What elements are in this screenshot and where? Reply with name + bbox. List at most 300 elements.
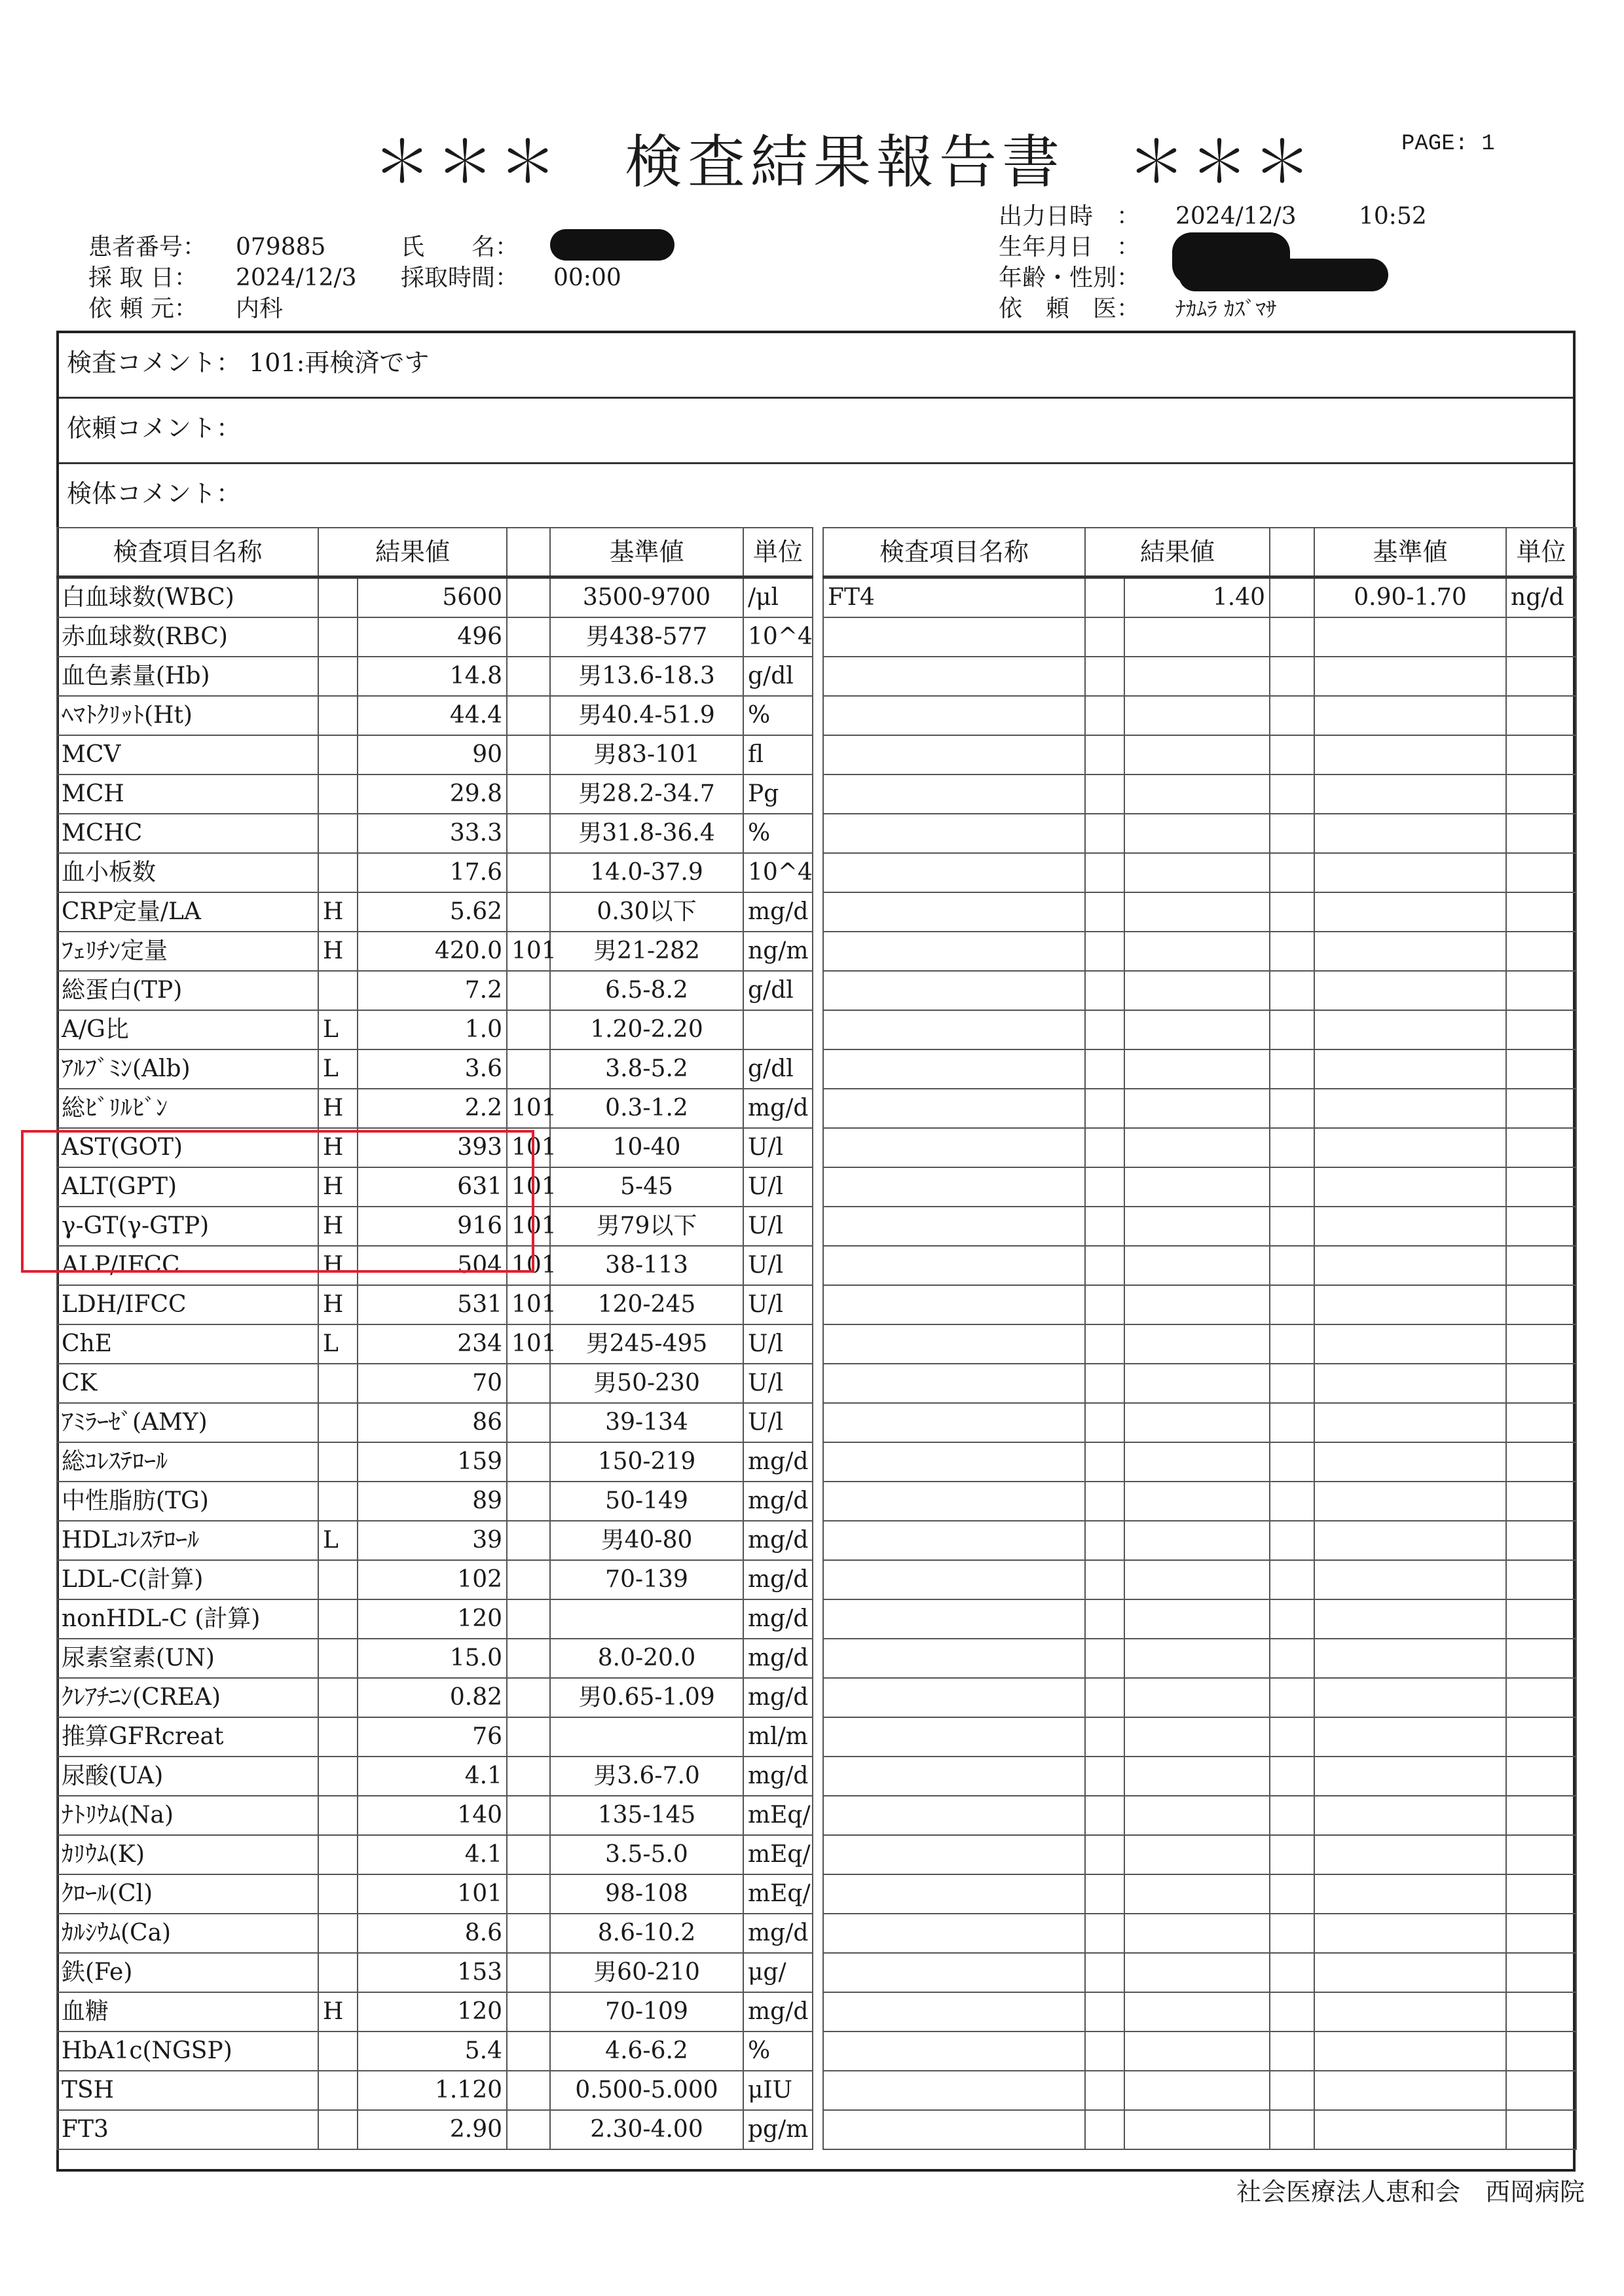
cell-flag: H bbox=[318, 1167, 358, 1207]
cell-unit: mg/d bbox=[743, 1560, 813, 1599]
cell-name: 白血球数(WBC) bbox=[57, 577, 318, 618]
empty-row bbox=[823, 2032, 1576, 2071]
cell-code bbox=[507, 1717, 550, 1757]
cell-value: 120 bbox=[358, 1992, 507, 2032]
cell-ref bbox=[1314, 657, 1506, 696]
cell-code bbox=[1270, 1796, 1314, 1835]
cell-ref: 男3.6-7.0 bbox=[550, 1757, 743, 1796]
output-date: 2024/12/3 bbox=[1175, 203, 1297, 230]
empty-row bbox=[823, 657, 1576, 696]
cell-name bbox=[823, 1953, 1085, 1992]
table-row bbox=[57, 1874, 813, 1914]
empty-row bbox=[823, 971, 1576, 1010]
cell-code bbox=[1270, 932, 1314, 971]
table-row bbox=[57, 1678, 813, 1717]
cell-unit bbox=[1506, 814, 1576, 853]
cell-unit bbox=[1506, 1246, 1576, 1285]
cell-ref: 男21-282 bbox=[550, 932, 743, 971]
table-row bbox=[57, 2032, 813, 2071]
cell-ref bbox=[1314, 1482, 1506, 1521]
cell-name bbox=[823, 1403, 1085, 1442]
table-row bbox=[57, 774, 813, 814]
cell-unit bbox=[1506, 1167, 1576, 1207]
cell-name: FT3 bbox=[57, 2110, 318, 2149]
cell-unit bbox=[1506, 932, 1576, 971]
cell-flag bbox=[1085, 1914, 1124, 1953]
cell-value: 14.8 bbox=[358, 657, 507, 696]
output-time: 10:52 bbox=[1359, 203, 1427, 230]
cell-value bbox=[1124, 814, 1270, 853]
cell-ref: 男40-80 bbox=[550, 1521, 743, 1560]
cell-name bbox=[823, 814, 1085, 853]
cell-unit bbox=[1506, 1285, 1576, 1324]
empty-row bbox=[823, 1049, 1576, 1089]
cell-ref: 10-40 bbox=[550, 1128, 743, 1167]
cell-value: 86 bbox=[358, 1403, 507, 1442]
cell-ref: 50-149 bbox=[550, 1482, 743, 1521]
cell-flag bbox=[1085, 1953, 1124, 1992]
cell-flag bbox=[318, 735, 358, 774]
cell-code bbox=[507, 1992, 550, 2032]
cell-ref: 3.5-5.0 bbox=[550, 1835, 743, 1874]
cell-unit: 10^4 bbox=[743, 617, 813, 657]
cell-name bbox=[823, 657, 1085, 696]
cell-unit bbox=[1506, 1521, 1576, 1560]
table-row bbox=[57, 1482, 813, 1521]
cell-flag bbox=[1085, 1324, 1124, 1364]
cell-ref bbox=[1314, 2032, 1506, 2071]
cell-code bbox=[1270, 1167, 1314, 1207]
empty-row bbox=[823, 1207, 1576, 1246]
cell-flag bbox=[318, 1364, 358, 1403]
cell-value bbox=[1124, 1324, 1270, 1364]
cell-flag bbox=[318, 577, 358, 618]
cell-code bbox=[1270, 853, 1314, 892]
cell-value bbox=[1124, 892, 1270, 932]
cell-flag: L bbox=[318, 1010, 358, 1049]
col-header-name: 検査項目名称 bbox=[823, 528, 1085, 577]
cell-name bbox=[823, 932, 1085, 971]
cell-name: ﾍﾏﾄｸﾘｯﾄ(Ht) bbox=[57, 696, 318, 735]
cell-unit bbox=[1506, 1992, 1576, 2032]
cell-unit: % bbox=[743, 2032, 813, 2071]
cell-unit bbox=[1506, 1953, 1576, 1992]
table-row bbox=[57, 1639, 813, 1678]
cell-value: 159 bbox=[358, 1442, 507, 1482]
cell-name bbox=[823, 735, 1085, 774]
cell-name bbox=[823, 1796, 1085, 1835]
empty-row bbox=[823, 1599, 1576, 1639]
table-row bbox=[57, 892, 813, 932]
cell-code bbox=[1270, 1285, 1314, 1324]
cell-value bbox=[1124, 1442, 1270, 1482]
cell-code: 101 bbox=[507, 1324, 550, 1364]
table-row bbox=[57, 1324, 813, 1364]
empty-row bbox=[823, 1442, 1576, 1482]
cell-unit: mg/d bbox=[743, 1599, 813, 1639]
cell-flag bbox=[1085, 1874, 1124, 1914]
cell-value bbox=[1124, 657, 1270, 696]
cell-name bbox=[823, 1992, 1085, 2032]
cell-code bbox=[507, 2110, 550, 2149]
cell-ref bbox=[1314, 971, 1506, 1010]
cell-flag bbox=[1085, 1717, 1124, 1757]
cell-name bbox=[823, 1560, 1085, 1599]
cell-flag bbox=[1085, 657, 1124, 696]
cell-code bbox=[1270, 657, 1314, 696]
cell-unit: ng/d bbox=[1506, 577, 1576, 618]
cell-flag bbox=[1085, 617, 1124, 657]
cell-unit bbox=[1506, 1128, 1576, 1167]
cell-value: 8.6 bbox=[358, 1914, 507, 1953]
cell-ref: 男28.2-34.7 bbox=[550, 774, 743, 814]
cell-name: ｶﾙｼｳﾑ(Ca) bbox=[57, 1914, 318, 1953]
cell-flag bbox=[1085, 1089, 1124, 1128]
cell-code bbox=[507, 2032, 550, 2071]
table-row bbox=[57, 1010, 813, 1049]
cell-value: 29.8 bbox=[358, 774, 507, 814]
cell-code bbox=[1270, 892, 1314, 932]
cell-flag bbox=[318, 1482, 358, 1521]
empty-row bbox=[823, 1521, 1576, 1560]
cell-unit: mg/d bbox=[743, 1639, 813, 1678]
empty-row bbox=[823, 617, 1576, 657]
cell-value bbox=[1124, 1089, 1270, 1128]
cell-unit bbox=[1506, 1442, 1576, 1482]
cell-unit: ng/m bbox=[743, 932, 813, 971]
cell-name bbox=[823, 971, 1085, 1010]
cell-flag bbox=[1085, 1835, 1124, 1874]
cell-code bbox=[507, 1364, 550, 1403]
cell-flag bbox=[1085, 853, 1124, 892]
cell-unit: fl bbox=[743, 735, 813, 774]
cell-name: 鉄(Fe) bbox=[57, 1953, 318, 1992]
cell-unit: U/l bbox=[743, 1128, 813, 1167]
cell-flag: H bbox=[318, 1285, 358, 1324]
cell-value bbox=[1124, 1049, 1270, 1089]
cell-name: A/G比 bbox=[57, 1010, 318, 1049]
cell-unit bbox=[1506, 1324, 1576, 1364]
cell-value: 17.6 bbox=[358, 853, 507, 892]
cell-value bbox=[1124, 1953, 1270, 1992]
cell-flag bbox=[318, 657, 358, 696]
table-row bbox=[57, 1521, 813, 1560]
cell-name: 総ﾋﾞﾘﾙﾋﾞﾝ bbox=[57, 1089, 318, 1128]
cell-flag bbox=[318, 1757, 358, 1796]
cell-name: MCV bbox=[57, 735, 318, 774]
empty-row bbox=[823, 932, 1576, 971]
cell-code bbox=[507, 1560, 550, 1599]
cell-name bbox=[823, 1914, 1085, 1953]
cell-unit bbox=[1506, 735, 1576, 774]
cell-code bbox=[1270, 1442, 1314, 1482]
cell-name: nonHDL-C (計算) bbox=[57, 1599, 318, 1639]
cell-value: 120 bbox=[358, 1599, 507, 1639]
cell-name bbox=[823, 1717, 1085, 1757]
cell-flag bbox=[1085, 1639, 1124, 1678]
cell-name: HbA1c(NGSP) bbox=[57, 2032, 318, 2071]
table-row bbox=[57, 2071, 813, 2110]
cell-value bbox=[1124, 1560, 1270, 1599]
cell-ref bbox=[1314, 1717, 1506, 1757]
cell-unit: mg/d bbox=[743, 1521, 813, 1560]
cell-code bbox=[507, 1639, 550, 1678]
cell-value: 2.2 bbox=[358, 1089, 507, 1128]
collect-date: 2024/12/3 bbox=[236, 264, 357, 291]
col-header-code bbox=[507, 528, 550, 577]
cell-unit: Pg bbox=[743, 774, 813, 814]
cell-code bbox=[1270, 1403, 1314, 1442]
col-header-ref: 基準値 bbox=[1314, 528, 1506, 577]
cell-flag: L bbox=[318, 1521, 358, 1560]
cell-ref: 98-108 bbox=[550, 1874, 743, 1914]
cell-value bbox=[1124, 1246, 1270, 1285]
cell-ref bbox=[1314, 1521, 1506, 1560]
cell-value bbox=[1124, 1599, 1270, 1639]
cell-flag bbox=[1085, 1521, 1124, 1560]
cell-code bbox=[1270, 1717, 1314, 1757]
cell-ref bbox=[1314, 1403, 1506, 1442]
cell-ref: 男83-101 bbox=[550, 735, 743, 774]
cell-code bbox=[507, 2071, 550, 2110]
cell-value bbox=[1124, 1364, 1270, 1403]
cell-flag bbox=[1085, 1560, 1124, 1599]
cell-flag bbox=[1085, 892, 1124, 932]
hospital-name: 社会医療法人恵和会 西岡病院 bbox=[1236, 2178, 1585, 2206]
cell-value: 1.0 bbox=[358, 1010, 507, 1049]
cell-value bbox=[1124, 2032, 1270, 2071]
cell-unit: g/dl bbox=[743, 657, 813, 696]
empty-row bbox=[823, 696, 1576, 735]
empty-row bbox=[823, 1835, 1576, 1874]
collect-time: 00:00 bbox=[553, 264, 621, 291]
cell-ref: 120-245 bbox=[550, 1285, 743, 1324]
cell-value bbox=[1124, 1678, 1270, 1717]
cell-flag bbox=[1085, 2032, 1124, 2071]
cell-flag bbox=[318, 1639, 358, 1678]
table-row bbox=[57, 696, 813, 735]
cell-unit: U/l bbox=[743, 1246, 813, 1285]
table-row bbox=[57, 1442, 813, 1482]
cell-unit: mEq/ bbox=[743, 1874, 813, 1914]
cell-flag bbox=[1085, 1049, 1124, 1089]
cell-code: 101 bbox=[507, 1246, 550, 1285]
cell-unit bbox=[1506, 774, 1576, 814]
cell-value: 3.6 bbox=[358, 1049, 507, 1089]
cell-name: 血糖 bbox=[57, 1992, 318, 2032]
cell-ref: 150-219 bbox=[550, 1442, 743, 1482]
cell-ref bbox=[1314, 932, 1506, 971]
cell-unit bbox=[1506, 2032, 1576, 2071]
cell-ref: 135-145 bbox=[550, 1796, 743, 1835]
cell-unit bbox=[1506, 657, 1576, 696]
cell-flag bbox=[1085, 971, 1124, 1010]
cell-flag bbox=[318, 774, 358, 814]
cell-name: TSH bbox=[57, 2071, 318, 2110]
cell-ref: 0.3-1.2 bbox=[550, 1089, 743, 1128]
cell-unit bbox=[1506, 1914, 1576, 1953]
cell-flag bbox=[1085, 2071, 1124, 2110]
cell-ref: 6.5-8.2 bbox=[550, 971, 743, 1010]
cell-ref bbox=[1314, 1167, 1506, 1207]
cell-name: γ-GT(γ-GTP) bbox=[57, 1207, 318, 1246]
cell-code bbox=[1270, 1914, 1314, 1953]
cell-flag: H bbox=[318, 892, 358, 932]
collect-date-label: 採 取 日： bbox=[88, 264, 198, 291]
cell-ref bbox=[1314, 1835, 1506, 1874]
cell-unit bbox=[1506, 1874, 1576, 1914]
cell-flag bbox=[318, 1442, 358, 1482]
cell-unit: mg/d bbox=[743, 892, 813, 932]
cell-flag bbox=[318, 2110, 358, 2149]
patient-number: 079885 bbox=[236, 234, 326, 261]
cell-unit bbox=[1506, 1639, 1576, 1678]
department-label: 依 頼 元： bbox=[88, 295, 198, 322]
cell-code bbox=[1270, 1835, 1314, 1874]
table-row bbox=[57, 617, 813, 657]
empty-row bbox=[823, 1167, 1576, 1207]
table-row bbox=[57, 1757, 813, 1796]
cell-unit bbox=[1506, 696, 1576, 735]
cell-code bbox=[507, 617, 550, 657]
cell-name bbox=[823, 1324, 1085, 1364]
cell-code: 101 bbox=[507, 932, 550, 971]
cell-ref bbox=[1314, 1796, 1506, 1835]
table-row bbox=[57, 1914, 813, 1953]
cell-name: 中性脂肪(TG) bbox=[57, 1482, 318, 1521]
cell-ref bbox=[1314, 814, 1506, 853]
cell-ref: 0.30以下 bbox=[550, 892, 743, 932]
cell-ref: 男79以下 bbox=[550, 1207, 743, 1246]
cell-name bbox=[823, 1521, 1085, 1560]
cell-value bbox=[1124, 1874, 1270, 1914]
cell-flag bbox=[1085, 814, 1124, 853]
cell-flag bbox=[1085, 1678, 1124, 1717]
cell-ref: 38-113 bbox=[550, 1246, 743, 1285]
cell-flag: H bbox=[318, 1246, 358, 1285]
cell-flag bbox=[318, 696, 358, 735]
cell-code bbox=[507, 892, 550, 932]
table-row bbox=[57, 1403, 813, 1442]
cell-flag bbox=[1085, 1403, 1124, 1442]
cell-ref bbox=[550, 1599, 743, 1639]
empty-row bbox=[823, 892, 1576, 932]
empty-row bbox=[823, 1874, 1576, 1914]
cell-name: ｸﾚｱﾁﾆﾝ(CREA) bbox=[57, 1678, 318, 1717]
cell-unit bbox=[1506, 1678, 1576, 1717]
cell-name: CRP定量/LA bbox=[57, 892, 318, 932]
cell-name: CK bbox=[57, 1364, 318, 1403]
cell-unit bbox=[1506, 1010, 1576, 1049]
col-header-value: 結果値 bbox=[318, 528, 507, 577]
cell-code bbox=[507, 577, 550, 618]
cell-name bbox=[823, 1757, 1085, 1796]
table-row bbox=[57, 2110, 813, 2149]
cell-name: 総蛋白(TP) bbox=[57, 971, 318, 1010]
cell-ref: 2.30-4.00 bbox=[550, 2110, 743, 2149]
empty-row bbox=[823, 1678, 1576, 1717]
cell-value bbox=[1124, 932, 1270, 971]
cell-value bbox=[1124, 696, 1270, 735]
cell-ref bbox=[1314, 1639, 1506, 1678]
cell-value: 420.0 bbox=[358, 932, 507, 971]
cell-ref bbox=[1314, 1953, 1506, 1992]
cell-unit bbox=[1506, 892, 1576, 932]
cell-flag bbox=[1085, 1207, 1124, 1246]
cell-flag bbox=[318, 2032, 358, 2071]
request-comment: 依頼コメント： bbox=[59, 399, 1573, 464]
cell-ref: 4.6-6.2 bbox=[550, 2032, 743, 2071]
cell-flag: L bbox=[318, 1049, 358, 1089]
cell-value bbox=[1124, 1403, 1270, 1442]
cell-name bbox=[823, 1089, 1085, 1128]
cell-value: 5600 bbox=[358, 577, 507, 618]
cell-value: 1.120 bbox=[358, 2071, 507, 2110]
cell-code bbox=[1270, 735, 1314, 774]
table-row bbox=[57, 1285, 813, 1324]
cell-name: FT4 bbox=[823, 577, 1085, 618]
cell-name bbox=[823, 774, 1085, 814]
cell-unit bbox=[1506, 1482, 1576, 1521]
highlight-box-liver-enzymes bbox=[21, 1130, 534, 1273]
cell-unit bbox=[1506, 617, 1576, 657]
cell-code bbox=[507, 1835, 550, 1874]
cell-ref bbox=[1314, 774, 1506, 814]
cell-value bbox=[1124, 1914, 1270, 1953]
cell-unit bbox=[1506, 1599, 1576, 1639]
cell-code bbox=[1270, 1482, 1314, 1521]
cell-unit: g/dl bbox=[743, 971, 813, 1010]
cell-code bbox=[507, 971, 550, 1010]
empty-row bbox=[823, 1717, 1576, 1757]
cell-unit: % bbox=[743, 696, 813, 735]
cell-code bbox=[1270, 1599, 1314, 1639]
cell-flag bbox=[1085, 1167, 1124, 1207]
results-table-left bbox=[56, 527, 813, 2150]
cell-flag bbox=[1085, 1010, 1124, 1049]
cell-flag bbox=[318, 1914, 358, 1953]
empty-row bbox=[823, 1953, 1576, 1992]
results-table-right bbox=[822, 527, 1577, 2150]
cell-unit: mg/d bbox=[743, 1442, 813, 1482]
cell-ref: 70-139 bbox=[550, 1560, 743, 1599]
redacted-age-sex bbox=[1179, 259, 1388, 291]
cell-name: ｱﾐﾗｰｾﾞ(AMY) bbox=[57, 1403, 318, 1442]
cell-value: 4.1 bbox=[358, 1835, 507, 1874]
cell-value: 102 bbox=[358, 1560, 507, 1599]
empty-row bbox=[823, 1482, 1576, 1521]
cell-unit: ml/m bbox=[743, 1717, 813, 1757]
table-row bbox=[57, 1089, 813, 1128]
cell-flag bbox=[1085, 1285, 1124, 1324]
cell-name bbox=[823, 2071, 1085, 2110]
cell-flag bbox=[1085, 1482, 1124, 1521]
cell-code bbox=[1270, 1010, 1314, 1049]
cell-name: ﾌｪﾘﾁﾝ定量 bbox=[57, 932, 318, 971]
table-row bbox=[57, 1364, 813, 1403]
birth-date-label: 生年月日 ： bbox=[999, 234, 1141, 261]
cell-ref: 男13.6-18.3 bbox=[550, 657, 743, 696]
cell-code bbox=[507, 1678, 550, 1717]
cell-flag bbox=[318, 1403, 358, 1442]
cell-flag: L bbox=[318, 1324, 358, 1364]
cell-flag bbox=[318, 853, 358, 892]
cell-unit bbox=[1506, 1757, 1576, 1796]
table-row bbox=[57, 1560, 813, 1599]
cell-code bbox=[1270, 1678, 1314, 1717]
cell-flag: H bbox=[318, 1992, 358, 2032]
cell-value: 90 bbox=[358, 735, 507, 774]
